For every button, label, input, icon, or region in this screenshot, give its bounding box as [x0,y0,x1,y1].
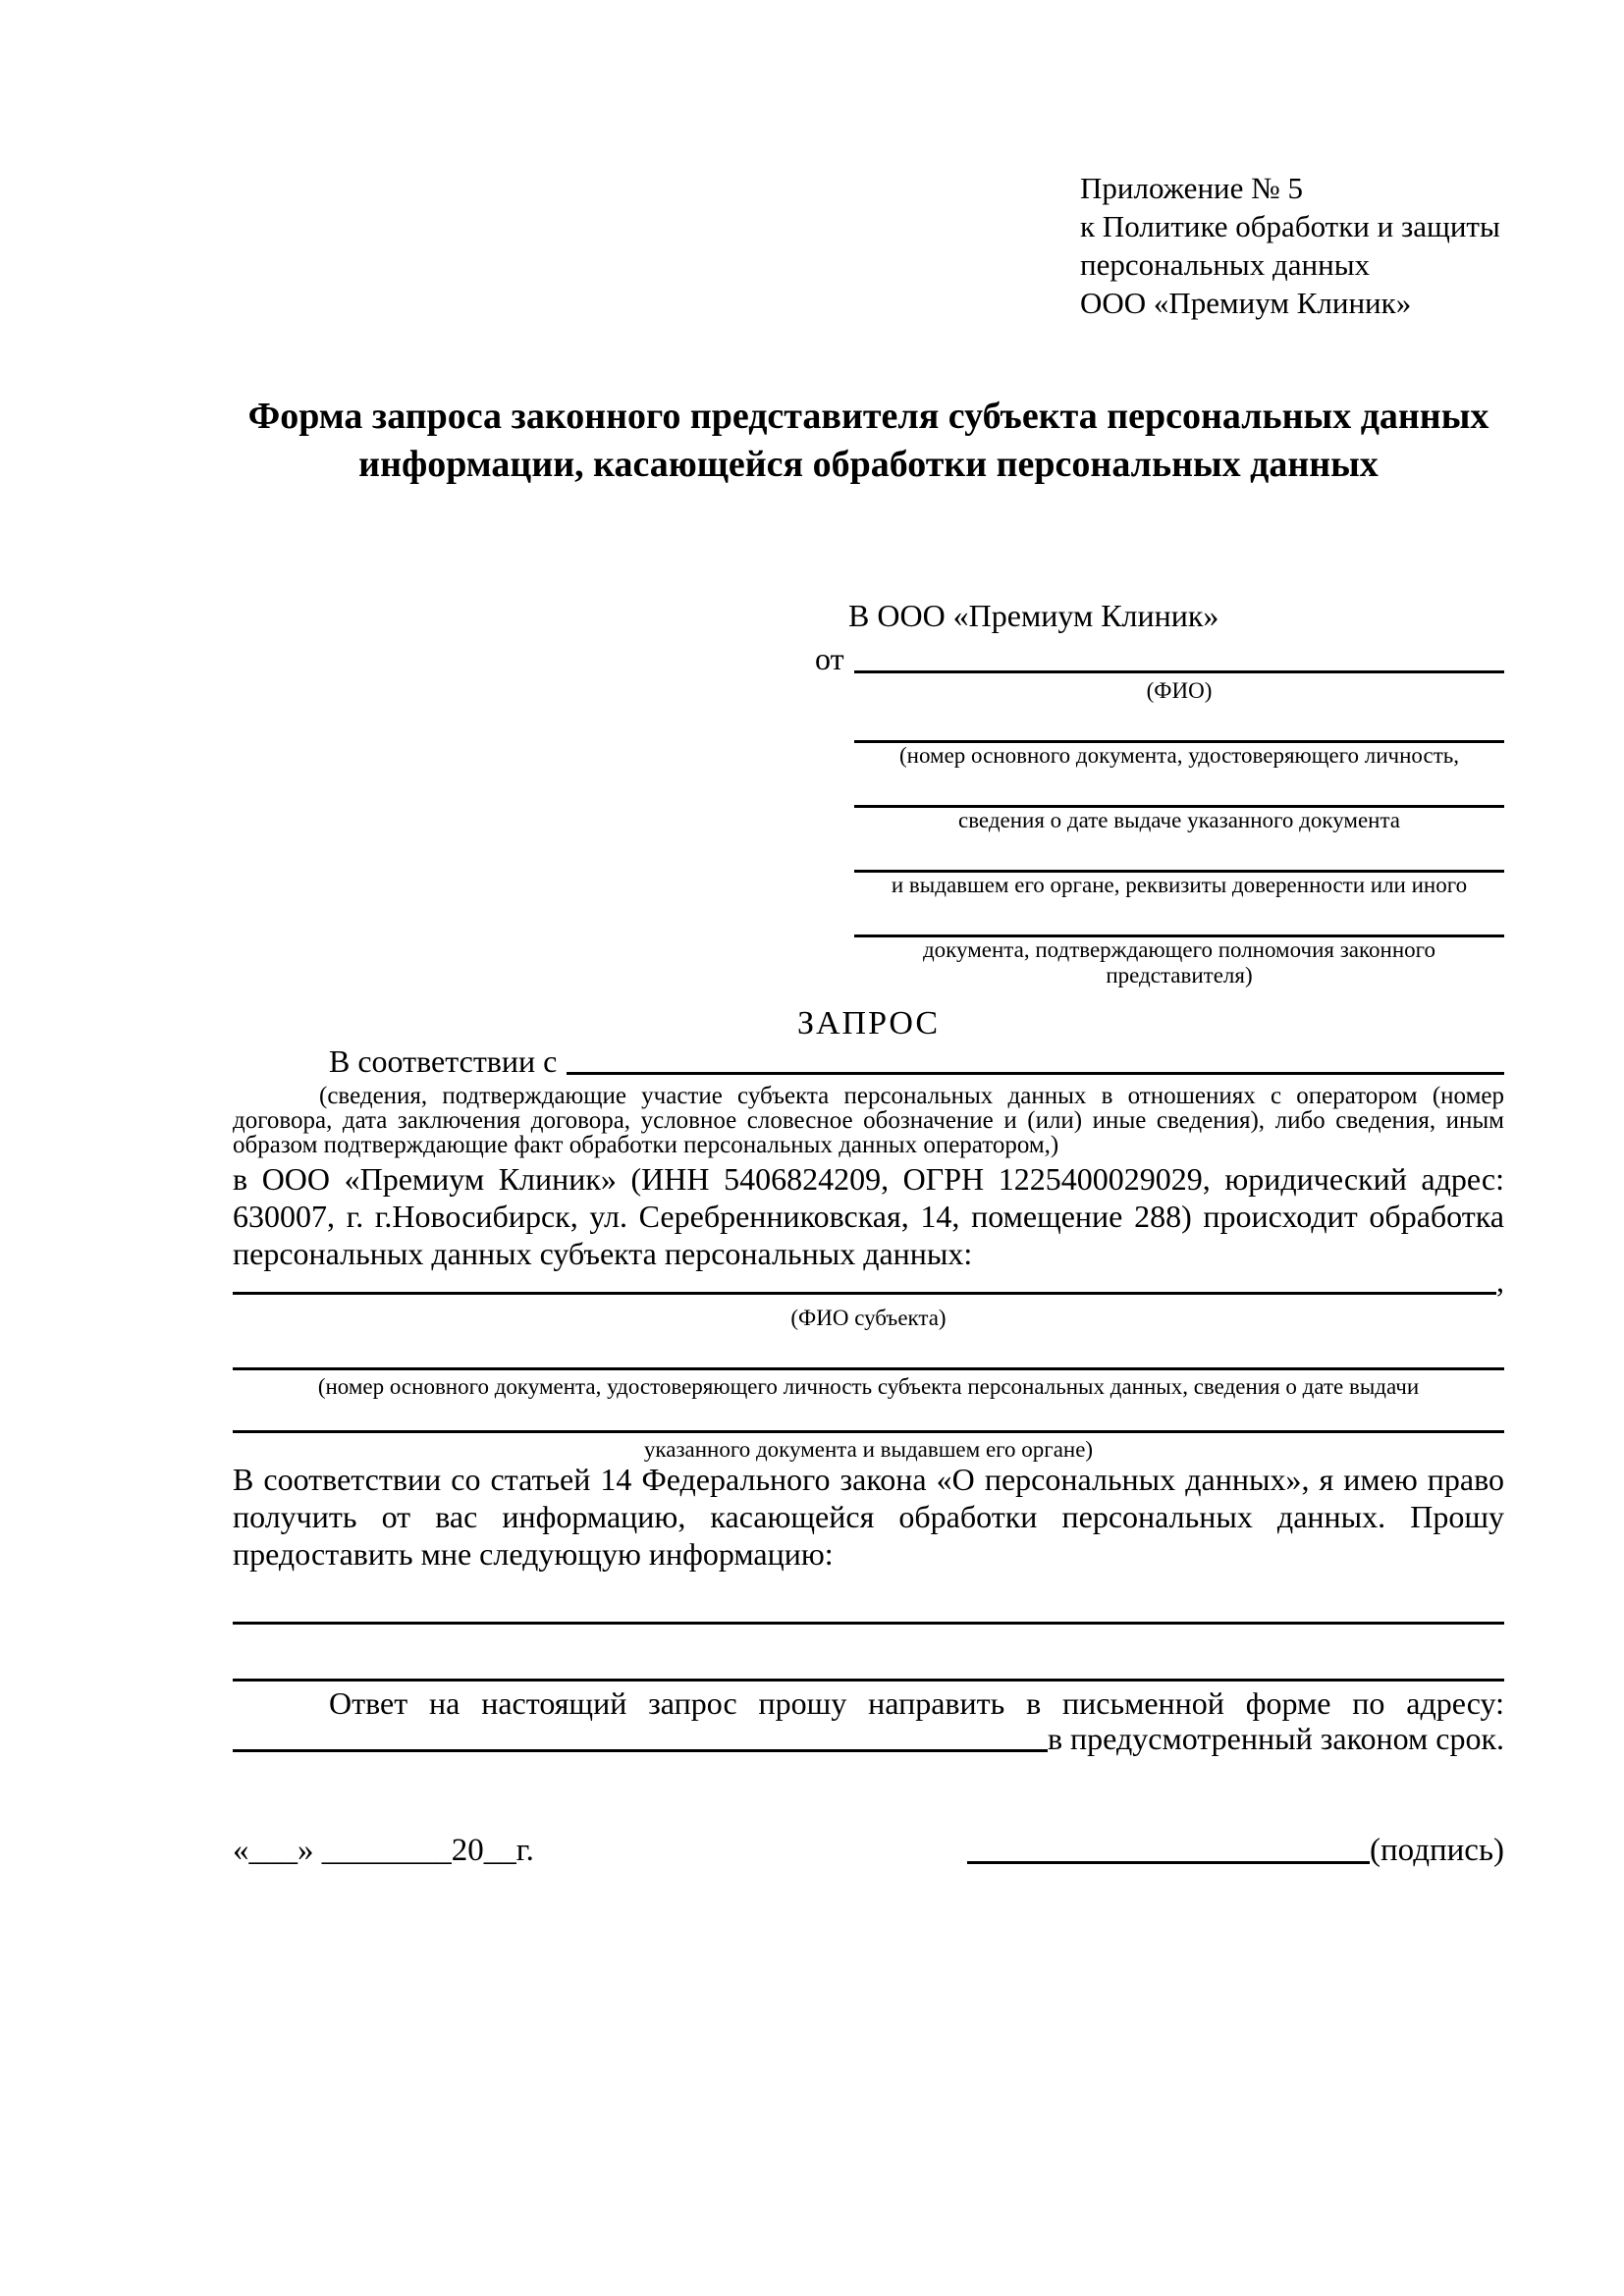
requested-info-blank-field-2 [233,1643,1504,1682]
subject-doc-blank-field-2 [233,1400,1504,1433]
appendix-block [1080,169,1500,322]
representative-doc-group-2 [815,773,1504,833]
relation-info-blank-field [567,1072,1504,1075]
reply-sentence: Ответ на настоящий запрос прошу направить в письменной форме по адресу: [329,1685,1504,1721]
subject-fio-caption: (ФИО субъекта) [790,1306,947,1330]
addressee-organization: В ООО «Премиум Клиник» [848,598,1219,633]
representative-doc-caption-4: документа, подтверждающего полномочия законного представителя) [922,937,1435,988]
intro-note: (сведения, подтверждающие участие субъекта персональных данных в отношениях с оператором (номер договора, дата заключения договора, условное словесное обозначение и (или) иные сведения), либо сведения, иным образом подтверждающие факт обработки персональных данных оператором,) [233,1083,1504,1158]
form-title-line-1: Форма запроса законного представителя субъекта персональных данных [247,396,1489,437]
subject-doc-caption-2: указанного документа и выдавшем его органе) [643,1437,1094,1462]
from-line [815,635,1504,678]
subject-doc-blank-field-1 [233,1335,1504,1370]
addressee-block [815,596,1504,988]
operator-paragraph: в ООО «Премиум Клиник» (ИНН 5406824209, ОГРН 1225400029029, юридический адрес: 630007, г. г.Новосибирск, ул. Серебренниковская, 14, помещение 288) происходит обработка персональных данных субъекта персональных данных: [233,1161,1504,1271]
representative-doc-group-1 [815,708,1504,769]
subject-fio-comma: , [1496,1263,1504,1299]
representative-fio-blank-field [854,670,1504,673]
subject-doc-caption-1: (номер основного документа, удостоверяющего личность субъекта персональных данных, сведения о дате выдачи [317,1374,1420,1399]
representative-doc-blank-field-3 [854,837,1504,873]
date-line: «___» ________20__г. [233,1833,534,1868]
representative-doc-group-3 [815,837,1504,898]
appendix-line-4: ООО «Премиум Клиник» [1080,286,1412,320]
footer-row [233,1828,1504,1869]
appendix-line-1: Приложение № 5 [1080,171,1303,205]
request-heading: ЗАПРОС [796,1005,941,1041]
reply-address-line [233,1720,1504,1757]
representative-doc-caption-3: и выдавшем его органе, реквизиты доверенности или иного [891,873,1468,897]
fio-caption: (ФИО) [1146,678,1213,703]
representative-doc-blank-field-2 [854,773,1504,808]
subject-fio-blank-field [233,1292,1496,1295]
signature-group [967,1833,1504,1869]
from-label: от [815,641,844,676]
reply-address-blank-field [233,1749,1048,1752]
law-paragraph: В соответствии со статьей 14 Федерального закона «О персональных данных», я имею право получить от вас информацию, касающейся обработки персональных данных. Прошу предоставить мне следующую информацию: [233,1462,1504,1572]
representative-doc-caption-2: сведения о дате выдаче указанного документа [957,808,1401,832]
representative-doc-blank-field-1 [854,708,1504,743]
appendix-line-2: к Политике обработки и защиты [1080,209,1500,243]
representative-doc-group-4 [815,902,1504,988]
signature-caption: (подпись) [1370,1833,1504,1868]
form-title [233,393,1504,489]
intro-label: В соответствии с [329,1043,558,1079]
reply-tail: в предусмотренный законом срок. [1047,1721,1504,1756]
intro-line [233,1041,1504,1080]
signature-blank-field [967,1861,1370,1864]
requested-info-blank-field-1 [233,1586,1504,1625]
representative-doc-caption-1: (номер основного документа, удостоверяющего личность, [898,743,1459,768]
appendix-line-3: персональных данных [1080,247,1371,282]
form-title-line-2: информации, касающейся обработки персональных данных [358,444,1379,485]
representative-doc-blank-field-4 [854,902,1504,937]
subject-fio-line [233,1264,1504,1300]
